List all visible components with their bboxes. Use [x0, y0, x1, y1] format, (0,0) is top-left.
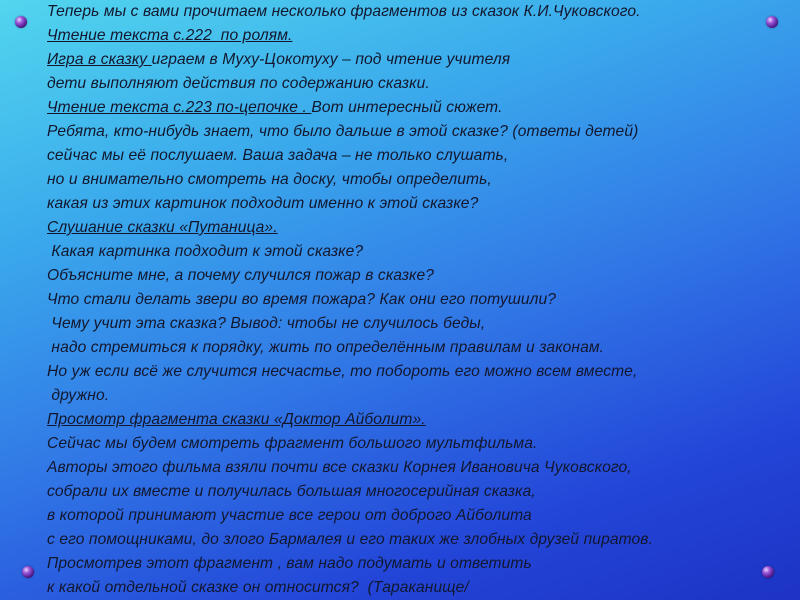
corner-bullet-top-left-icon	[15, 16, 27, 28]
text-segment: сейчас мы её послушаем. Ваша задача – не только слушать,	[47, 147, 509, 164]
section-heading: Чтение текста с.222 по ролям.	[47, 27, 293, 44]
text-line	[47, 528, 800, 552]
text-segment: надо стремиться к порядку, жить по определённым правилам и законам.	[47, 339, 605, 356]
text-line	[47, 264, 800, 288]
text-segment: Ребята, кто-нибудь знает, что было дальше в этой сказке? (ответы детей)	[47, 123, 639, 140]
text-segment: Теперь мы с вами прочитаем несколько фрагментов из сказок К.И.Чуковского.	[47, 3, 641, 20]
text-segment: Чему учит эта сказка? Вывод: чтобы не случилось беды,	[47, 315, 486, 332]
text-segment: Авторы этого фильма взяли почти все сказки Корнея Ивановича Чуковского,	[47, 459, 632, 476]
text-line	[47, 72, 800, 96]
text-line	[47, 576, 800, 600]
text-segment: Вот интересный сюжет.	[311, 99, 503, 116]
text-line	[47, 408, 800, 432]
text-line	[47, 216, 800, 240]
text-line	[47, 240, 800, 264]
slide-text	[47, 0, 800, 600]
text-segment: к какой отдельной сказке он относится? (Тараканище/	[47, 579, 469, 596]
text-line	[47, 504, 800, 528]
text-segment: собрали их вместе и получилась большая многосерийная сказка,	[47, 483, 536, 500]
text-line	[47, 432, 800, 456]
text-line	[47, 48, 800, 72]
text-segment: какая из этих картинок подходит именно к этой сказке?	[47, 195, 479, 212]
text-line	[47, 552, 800, 576]
text-segment: но и внимательно смотреть на доску, чтобы определить,	[47, 171, 492, 188]
text-line	[47, 288, 800, 312]
text-line	[47, 96, 800, 120]
section-heading: Слушание сказки «Путаница».	[47, 219, 278, 236]
text-segment: с его помощниками, до злого Бармалея и его таких же злобных друзей пиратов.	[47, 531, 653, 548]
text-segment: Но уж если всё же случится несчастье, то побороть его можно всем вместе,	[47, 363, 638, 380]
text-line	[47, 456, 800, 480]
text-segment: Какая картинка подходит к этой сказке?	[47, 243, 364, 260]
text-line	[47, 120, 800, 144]
corner-bullet-top-right-icon	[766, 16, 778, 28]
text-segment: дружно.	[47, 387, 110, 404]
text-segment: Просмотрев этот фрагмент , вам надо подумать и ответить	[47, 555, 532, 572]
section-heading: Чтение текста с.223 по-цепочке .	[47, 99, 312, 116]
corner-bullet-bottom-left-icon	[22, 566, 34, 578]
text-line	[47, 168, 800, 192]
text-segment: играем в Муху-Цокотуху – под чтение учителя	[151, 51, 511, 68]
text-segment: дети выполняют действия по содержанию сказки.	[47, 75, 430, 92]
text-segment: Объясните мне, а почему случился пожар в сказке?	[47, 267, 435, 284]
text-line	[47, 336, 800, 360]
text-line	[47, 384, 800, 408]
text-line	[47, 360, 800, 384]
section-heading: Просмотр фрагмента сказки «Доктор Айболит».	[47, 411, 426, 428]
corner-bullet-bottom-right-icon	[762, 566, 774, 578]
text-line	[47, 0, 800, 24]
text-line	[47, 24, 800, 48]
text-segment: Что стали делать звери во время пожара? Как они его потушили?	[47, 291, 557, 308]
text-line	[47, 192, 800, 216]
text-segment: Сейчас мы будем смотреть фрагмент большого мультфильма.	[47, 435, 538, 452]
text-line	[47, 144, 800, 168]
text-segment: в которой принимают участие все герои от доброго Айболита	[47, 507, 532, 524]
section-heading: Игра в сказку	[47, 51, 152, 68]
text-line	[47, 312, 800, 336]
text-line	[47, 480, 800, 504]
